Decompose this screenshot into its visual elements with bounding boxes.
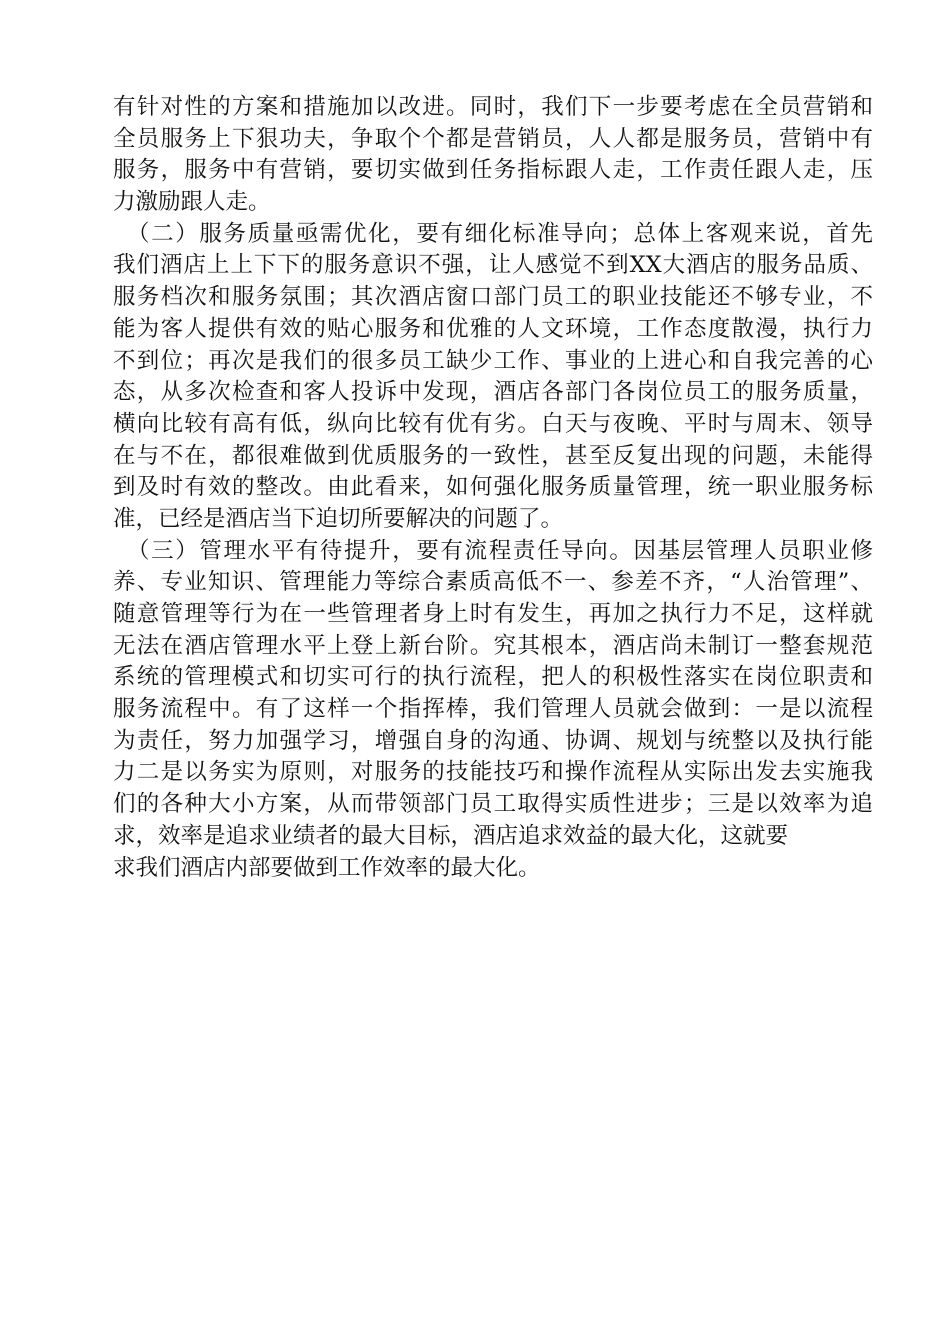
text-line-9: 不到位；再次是我们的很多员工缺少工作、事业的上进心和自我完善的心 [113,347,873,374]
text-line-20: 服务流程中。有了这样一个指挥棒，我们管理人员就会做到：一是以流程 [113,696,873,723]
text-line-15: （三）管理水平有待提升，要有流程责任导向。因基层管理人员职业修 [127,537,873,564]
document-body [113,92,873,884]
text-line-5: （二）服务质量亟需优化，要有细化标准导向；总体上客观来说，首先 [127,220,873,247]
text-line-23: 们的各种大小方案，从而带领部门员工取得实质性进步；三是以效率为追 [113,791,873,818]
text-line-13: 到及时有效的整改。由此看来，如何强化服务质量管理，统一职业服务标 [113,474,873,501]
text-line-4: 力激励跟人走。 [113,189,271,216]
text-line-24: 求，效率是追求业绩者的最大目标，酒店追求效益的最大化，这就要 [113,822,789,849]
text-line-2: 全员服务上下狠功夫，争取个个都是营销员，人人都是服务员，营销中有 [113,125,873,152]
text-line-17: 随意管理等行为在一些管理者身上时有发生，再加之执行力不足，这样就 [113,601,873,627]
text-line-21: 为责任，努力加强学习，增强自身的沟通、协调、规划与统整以及执行能 [113,727,873,754]
text-line-19: 系统的管理模式和切实可行的执行流程，把人的积极性落实在岗位职责和 [113,664,873,691]
text-line-7: 服务档次和服务氛围；其次酒店窗口部门员工的职业技能还不够专业，不 [113,284,873,311]
text-line-25: 求我们酒店内部要做到工作效率的最大化。 [113,854,541,881]
text-line-18: 无法在酒店管理水平上登上新台阶。究其根本，酒店尚未制订一整套规范 [113,632,873,659]
text-line-6: 我们酒店上上下下的服务意识不强，让人感觉不到XX大酒店的服务品质、 [113,252,873,279]
text-line-3: 服务，服务中有营销，要切实做到任务指标跟人走，工作责任跟人走，压 [113,157,873,184]
text-line-10: 态，从多次检查和客人投诉中发现，酒店各部门各岗位员工的服务质量， [113,379,873,406]
text-line-12: 在与不在，都很难做到优质服务的一致性，甚至反复出现的问题，未能得 [113,442,873,469]
text-line-16: 养、专业知识、管理能力等综合素质高低不一、参差不齐，“人治管理”、 [113,569,873,596]
text-line-8: 能为客人提供有效的贴心服务和优雅的人文环境，工作态度散漫，执行力 [113,315,873,342]
text-line-22: 力二是以务实为原则，对服务的技能技巧和操作流程从实际出发去实施我 [113,759,873,786]
text-line-14: 准，已经是酒店当下迫切所要解决的问题了。 [113,505,564,532]
text-line-11: 横向比较有高有低，纵向比较有优有劣。白天与夜晚、平时与周末、领导 [113,410,873,437]
text-line-1: 有针对性的方案和措施加以改进。同时，我们下一步要考虑在全员营销和 [113,94,873,120]
